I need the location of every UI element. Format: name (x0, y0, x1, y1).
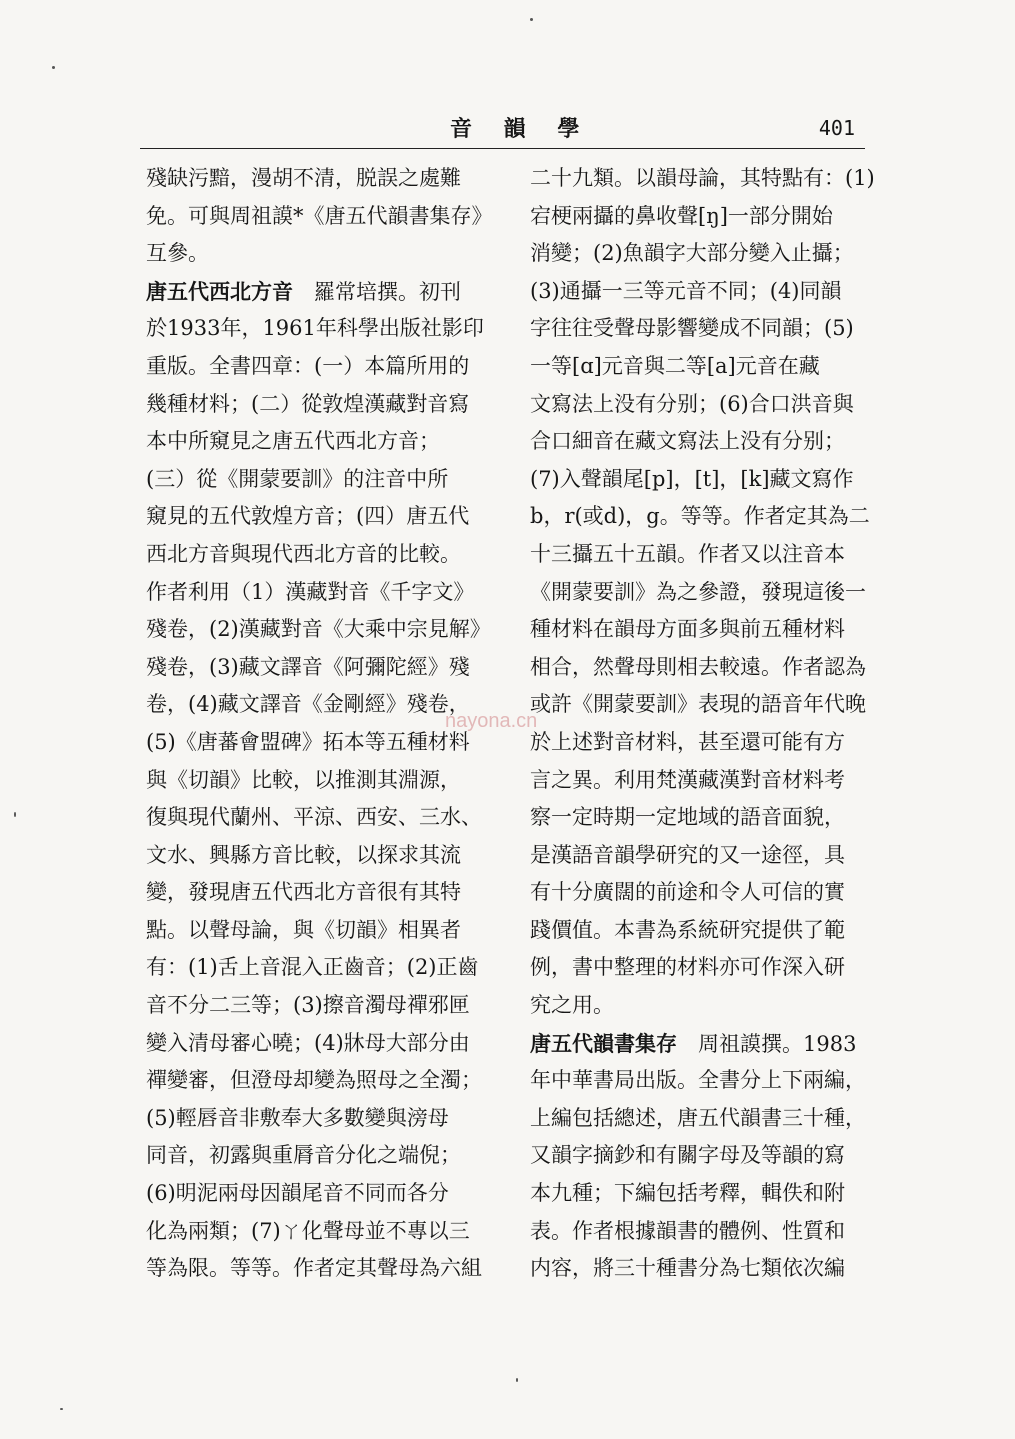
line-text: (3)通攝一三等元音不同；(4)同韻 (530, 278, 842, 303)
line-text: 本中所窺見之唐五代西北方音； (146, 429, 440, 454)
left-column-line (146, 987, 506, 1025)
left-column-line (146, 1250, 506, 1288)
line-text: 等為限。等等。作者定其聲母為六組 (146, 1256, 482, 1281)
line-text: 十三攝五十五韻。作者又以注音本 (530, 541, 845, 566)
line-text: 合口細音在藏文寫法上没有分别； (530, 429, 845, 454)
left-column-line (146, 1062, 506, 1100)
line-text: 例，書中整理的材料亦可作深入研 (530, 955, 845, 980)
right-column-line (530, 536, 880, 574)
line-text: 同音，初露與重脣音分化之端倪； (146, 1143, 461, 1168)
right-column-line (530, 235, 880, 273)
left-column-line (146, 235, 506, 273)
running-title: 音 韻 學 (450, 116, 592, 142)
right-column-line (530, 949, 880, 987)
line-text: 音不分二三等；(3)擦音濁母禪邪匣 (146, 993, 470, 1018)
line-text: 究之用。 (530, 993, 614, 1018)
line-text: 上編包括總述，唐五代韻書三十種， (530, 1105, 866, 1130)
line-text: 周祖謨撰。1983 (677, 1031, 857, 1056)
line-text: 相合，然聲母則相去較遠。作者認為 (530, 654, 866, 679)
left-column-line (146, 799, 506, 837)
left-column-line (146, 1137, 506, 1175)
right-column-line (530, 461, 880, 499)
right-column (530, 160, 880, 1288)
line-text: 互參。 (146, 241, 209, 266)
right-column-line (530, 386, 880, 424)
line-text: 文水、興縣方音比較，以探求其流 (146, 842, 461, 867)
left-column-line (146, 536, 506, 574)
right-column-line (530, 686, 880, 724)
right-column-line (530, 912, 880, 950)
line-text: b，r(或d)，g。等等。作者定其為二 (530, 504, 870, 529)
line-text: (5)《唐蕃會盟碑》拓本等五種材料 (146, 729, 470, 754)
right-column-line (530, 762, 880, 800)
line-text: 表。作者根據韻書的體例、性質和 (530, 1218, 845, 1243)
right-column-line (530, 649, 880, 687)
line-text: 有十分廣闊的前途和令人可信的實 (530, 880, 845, 905)
left-column-line (146, 874, 506, 912)
line-text: 西北方音與現代西北方音的比較。 (146, 541, 461, 566)
line-text: 於1933年，1961年科學出版社影印 (146, 316, 484, 341)
right-column-line (530, 1100, 880, 1138)
right-column-line (530, 1062, 880, 1100)
left-column-line (146, 762, 506, 800)
line-text: 免。可與周祖謨*《唐五代韻書集存》 (146, 203, 493, 228)
line-text: 字往往受聲母影響變成不同韻；(5) (530, 316, 854, 341)
scan-speck (530, 18, 533, 21)
line-text: 卷，(4)藏文譯音《金剛經》殘卷， (146, 692, 470, 717)
left-column-line (146, 611, 506, 649)
line-text: 重版。全書四章：(一）本篇所用的 (146, 353, 470, 378)
left-column-line (146, 498, 506, 536)
scan-speck (516, 1378, 518, 1382)
line-text: 二十九類。以韻母論，其特點有：(1) (530, 166, 875, 190)
left-column-line (146, 1213, 506, 1251)
line-text: 殘卷，(2)漢藏對音《大乘中宗見解》 (146, 617, 491, 642)
line-text: 言之異。利用梵漢藏漢對音材料考 (530, 767, 845, 792)
scan-speck (60, 1408, 63, 1410)
line-text: 幾種材料；(二）從敦煌漢藏對音寫 (146, 391, 470, 416)
line-text: (7)入聲韻尾[p]，[t]，[k]藏文寫作 (530, 466, 854, 491)
left-column-line (146, 912, 506, 950)
line-text: 化為兩類；(7)ㄚ化聲母並不專以三 (146, 1218, 470, 1243)
right-column-line (530, 1213, 880, 1251)
line-text: 羅常培撰。初刊 (293, 279, 461, 304)
scan-speck (52, 66, 55, 69)
left-column-line (146, 386, 506, 424)
right-column-line (530, 423, 880, 461)
line-text: 禪變審，但澄母却變為照母之全濁； (146, 1068, 482, 1093)
page-header (140, 112, 865, 149)
line-text: 有：(1)舌上音混入正齒音；(2)正齒 (146, 955, 479, 980)
line-text: 察一定時期一定地域的語音面貌， (530, 805, 845, 830)
page-number: 401 (818, 116, 855, 140)
watermark: nayona.cn (445, 710, 538, 732)
left-column-line (146, 423, 506, 461)
line-text: 文寫法上没有分别；(6)合口洪音與 (530, 391, 854, 416)
line-text: 種材料在韻母方面多與前五種材料 (530, 617, 845, 642)
right-column-line (530, 1175, 880, 1213)
line-text: 於上述對音材料，甚至還可能有方 (530, 729, 845, 754)
entry-headword: 唐五代西北方音 (146, 278, 293, 304)
left-column-line (146, 160, 506, 198)
line-text: 一等[ɑ]元音與二等[a]元音在藏 (530, 353, 820, 378)
line-text: 踐價值。本書為系統研究提供了範 (530, 917, 845, 942)
entry-headword: 唐五代韻書集存 (530, 1030, 677, 1056)
right-column-line (530, 837, 880, 875)
line-text: 與《切韻》比較，以推測其淵源， (146, 767, 461, 792)
line-text: 窺見的五代敦煌方音；(四）唐五代 (146, 504, 470, 529)
line-text: 點。以聲母論，與《切韻》相異者 (146, 917, 461, 942)
line-text: 或許《開蒙要訓》表現的語音年代晚 (530, 692, 866, 717)
right-column-line (530, 611, 880, 649)
right-column-line (530, 724, 880, 762)
line-text: 復與現代蘭州、平涼、西安、三水、 (146, 805, 482, 830)
right-column-line (530, 348, 880, 386)
line-text: 殘卷，(3)藏文譯音《阿彌陀經》殘 (146, 654, 470, 679)
left-column-line (146, 574, 506, 612)
right-column-line (530, 1025, 880, 1063)
right-column-line (530, 498, 880, 536)
line-text: 《開蒙要訓》為之參證，發現這後一 (530, 579, 866, 604)
line-text: (三）從《開蒙要訓》的注音中所 (146, 466, 449, 491)
scan-speck (14, 812, 16, 817)
left-column-line (146, 837, 506, 875)
left-column-line (146, 461, 506, 499)
line-text: 變，發現唐五代西北方音很有其特 (146, 880, 461, 905)
left-column-line (146, 1175, 506, 1213)
right-column-line (530, 1250, 880, 1288)
line-text: 消變；(2)魚韻字大部分變入止攝； (530, 241, 854, 266)
left-column-line (146, 649, 506, 687)
line-text: 宕梗兩攝的鼻收聲[ŋ]一部分開始 (530, 203, 833, 228)
right-column-line (530, 799, 880, 837)
left-column-line (146, 310, 506, 348)
right-column-line (530, 987, 880, 1025)
left-column-line (146, 1100, 506, 1138)
left-column-line (146, 273, 506, 311)
right-column-line (530, 574, 880, 612)
line-text: (6)明泥兩母因韻尾音不同而各分 (146, 1181, 449, 1206)
left-column-line (146, 1025, 506, 1063)
line-text: (5)輕唇音非敷奉大多數變與滂母 (146, 1105, 449, 1130)
line-text: 是漢語音韻學研究的又一途徑，具 (530, 842, 845, 867)
line-text: 作者利用（1）漢藏對音《千字文》 (146, 579, 475, 604)
line-text: 内容，將三十種書分為七類依次編 (530, 1256, 845, 1281)
right-column-line (530, 198, 880, 236)
left-column-line (146, 348, 506, 386)
right-column-line (530, 273, 880, 311)
left-column-line (146, 949, 506, 987)
line-text: 本九種；下編包括考釋，輯佚和附 (530, 1181, 845, 1206)
right-column-line (530, 1137, 880, 1175)
line-text: 又韻字摘鈔和有關字母及等韻的寫 (530, 1143, 845, 1168)
right-column-line (530, 874, 880, 912)
right-column-line (530, 310, 880, 348)
line-text: 年中華書局出版。全書分上下兩編， (530, 1068, 866, 1093)
line-text: 殘缺污黯，漫胡不清，脱誤之處難 (146, 166, 461, 190)
left-column-line (146, 198, 506, 236)
line-text: 變入清母審心曉；(4)牀母大部分由 (146, 1030, 470, 1055)
right-column-line (530, 160, 880, 198)
